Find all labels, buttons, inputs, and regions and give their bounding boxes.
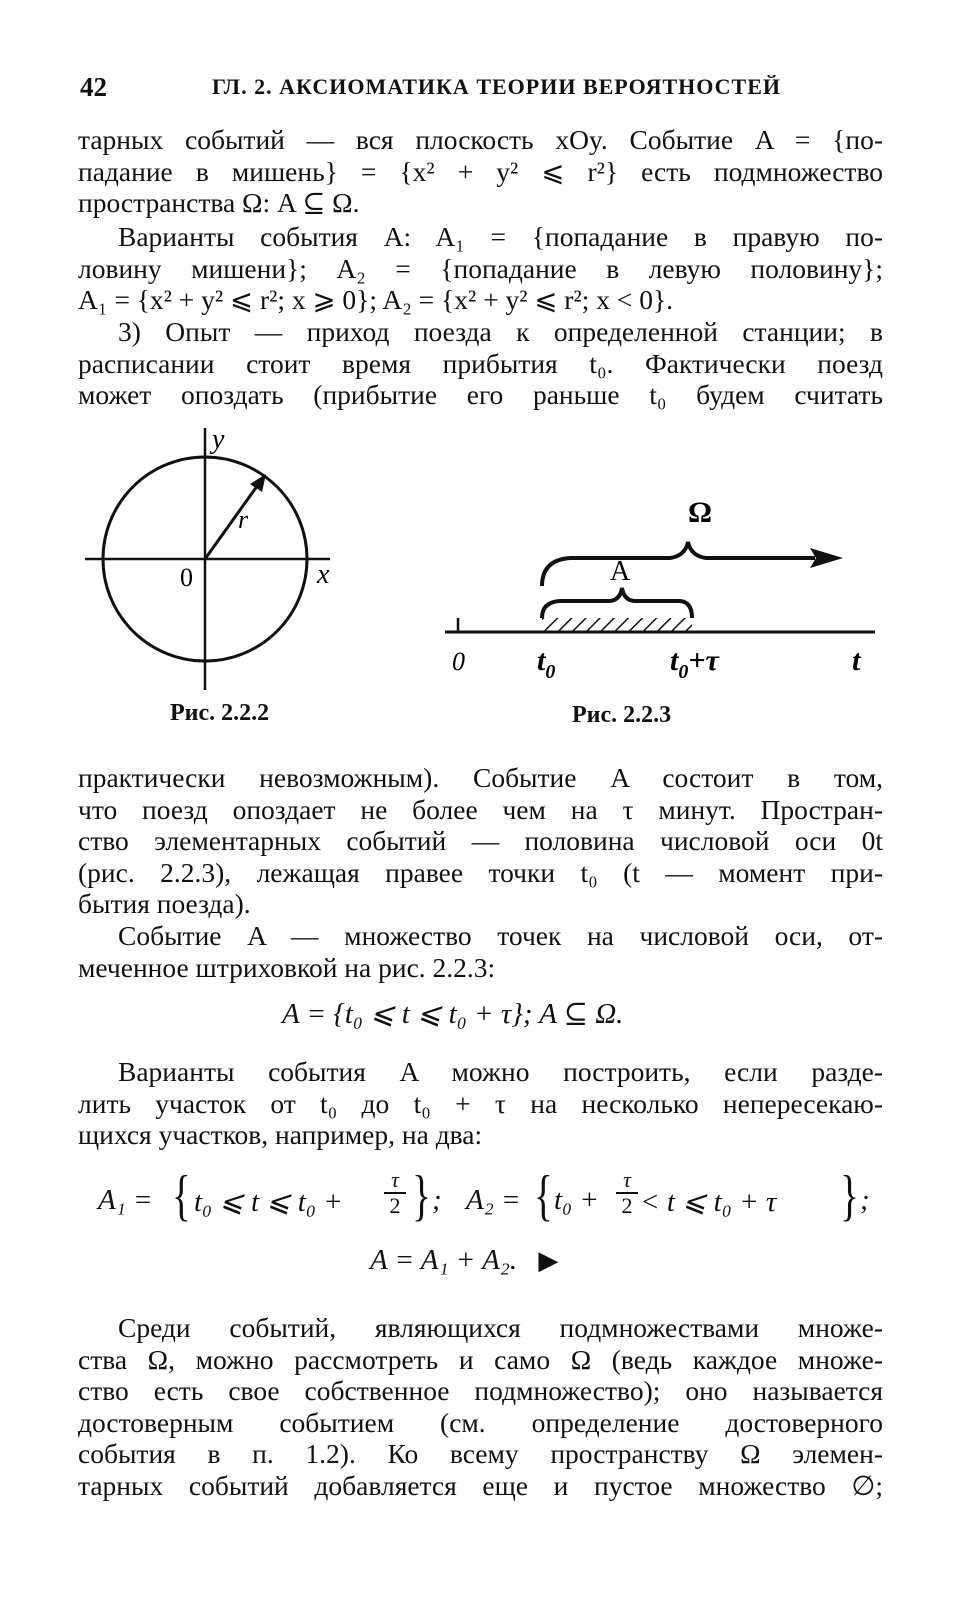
text-line: тарных событий добавляется еще и пустое множество ∅; bbox=[78, 1469, 883, 1501]
text-line: Событие A — множество точек на числовой оси, от- bbox=[118, 920, 883, 951]
formula-separator: ; bbox=[860, 1184, 870, 1216]
text-line: лить участок от t₀ до t₀ + τ на несколько непересекаю- bbox=[78, 1087, 883, 1119]
text-line: Варианты события A можно построить, если разде- bbox=[118, 1056, 883, 1087]
tick-label-t0: $t_0$ bbox=[537, 644, 556, 683]
event-a-hatching bbox=[542, 618, 692, 632]
omega-label: Ω bbox=[688, 496, 713, 529]
paragraph-2 bbox=[78, 221, 883, 316]
text-line: что поезд опоздает не более чем на τ минут. Простран- bbox=[78, 793, 883, 825]
formula-separator: ; bbox=[432, 1184, 442, 1216]
formula-sum-text: A = A₁ + A₂. bbox=[370, 1244, 518, 1276]
event-a-brace bbox=[542, 588, 692, 618]
radius-arrow bbox=[205, 482, 260, 559]
paragraph-6 bbox=[78, 1056, 883, 1151]
text-line: события в п. 1.2). Ко всему пространству Ω элемен- bbox=[78, 1438, 883, 1469]
text-line: A₁ = {x² + y² ⩽ r²; x ⩾ 0}; A₂ = {x² + y² ⩽ r²; x < 0}. bbox=[78, 284, 674, 315]
omega-brace bbox=[542, 542, 815, 586]
running-head: ГЛ. 2. АКСИОМАТИКА ТЕОРИИ ВЕРОЯТНОСТЕЙ bbox=[212, 74, 782, 99]
tick-label-t0-tau: $t_0+\tau$ bbox=[670, 644, 719, 683]
end-of-example-icon: ▶ bbox=[538, 1246, 559, 1275]
figure-caption-2-2-3: Рис. 2.2.3 bbox=[572, 702, 672, 728]
radius-label: r bbox=[238, 505, 249, 534]
formula-a2-lhs: A₂ = bbox=[466, 1184, 521, 1216]
text-line: ство есть свое собственное подмножество); оно называется bbox=[78, 1375, 883, 1406]
page-number: 42 bbox=[80, 72, 107, 102]
text-line: щихся участков, например, на два: bbox=[78, 1119, 483, 1150]
text-line: практически невозможным). Событие A состоит в том, bbox=[78, 762, 883, 793]
text-line: ловину мишени}; A₂ = {попадание в левую половину}; bbox=[78, 252, 883, 284]
x-axis-label: x bbox=[317, 559, 330, 590]
text-line: ство элементарных событий — половина числовой оси 0t bbox=[78, 825, 883, 856]
formula-a2-post: < t ⩽ t₀ + τ bbox=[640, 1186, 777, 1218]
paragraph-3 bbox=[78, 316, 883, 411]
formula-variants bbox=[98, 1162, 888, 1242]
paragraph-7 bbox=[78, 1312, 883, 1501]
fraction-1: τ 2 bbox=[384, 1168, 406, 1218]
text-line: меченное штриховкой на рис. 2.2.3: bbox=[78, 951, 496, 983]
text-line: достоверным событием (см. определение достоверного bbox=[78, 1406, 883, 1438]
paragraph-4 bbox=[78, 762, 883, 920]
formula-a1-body: t₀ ⩽ t ⩽ t₀ + bbox=[194, 1186, 343, 1218]
paragraph-1 bbox=[78, 124, 883, 219]
tick-label-t: t bbox=[852, 644, 861, 677]
text-line: бытия поезда). bbox=[78, 888, 251, 919]
brace-close: } bbox=[840, 1165, 859, 1227]
tick-label-0: 0 bbox=[452, 647, 465, 676]
text-line: 3) Опыт — приход поезда к определенной станции; в bbox=[118, 316, 883, 347]
figure-2-2-2 bbox=[70, 420, 360, 720]
figure-2-2-3 bbox=[430, 490, 890, 705]
brace-open: { bbox=[534, 1165, 553, 1227]
brace-close: } bbox=[412, 1165, 431, 1227]
formula-a2-pre: t₀ + bbox=[554, 1184, 599, 1216]
text-line: тарных событий — вся плоскость xOy. Событие A = {по- bbox=[78, 124, 883, 155]
figure-caption-2-2-2: Рис. 2.2.2 bbox=[170, 700, 270, 726]
text-line: пространства Ω: A ⊆ Ω. bbox=[78, 187, 360, 218]
brace-open: { bbox=[172, 1165, 191, 1227]
text-line: падание в мишень} = {x² + y² ⩽ r²} есть подмножество bbox=[78, 155, 883, 187]
fraction-2: τ 2 bbox=[616, 1168, 638, 1218]
text-line: Варианты события A: A₁ = {попадание в правую по- bbox=[118, 221, 883, 252]
text-line: может опоздать (прибытие его раньше t₀ будем считать bbox=[78, 379, 883, 410]
paragraph-5 bbox=[78, 920, 883, 983]
formula-event-a: A = {t₀ ⩽ t ⩽ t₀ + τ}; A ⊆ Ω. bbox=[282, 998, 624, 1030]
text-line: расписании стоит время прибытия t₀. Фактически поезд bbox=[78, 347, 883, 379]
text-line: Среди событий, являющихся подмножествами множе- bbox=[118, 1312, 883, 1343]
radius-arrowhead bbox=[250, 474, 266, 492]
formula-a1-lhs: A₁ = bbox=[98, 1184, 153, 1216]
formula-sum bbox=[370, 1244, 558, 1277]
origin-label: 0 bbox=[180, 563, 193, 592]
y-axis-label: y bbox=[212, 424, 225, 455]
text-line: (рис. 2.2.3), лежащая правее точки t₀ (t — момент при- bbox=[78, 856, 883, 888]
event-a-label: A bbox=[610, 556, 631, 587]
text-line: ства Ω, можно рассмотреть и само Ω (ведь каждое множе- bbox=[78, 1343, 883, 1375]
